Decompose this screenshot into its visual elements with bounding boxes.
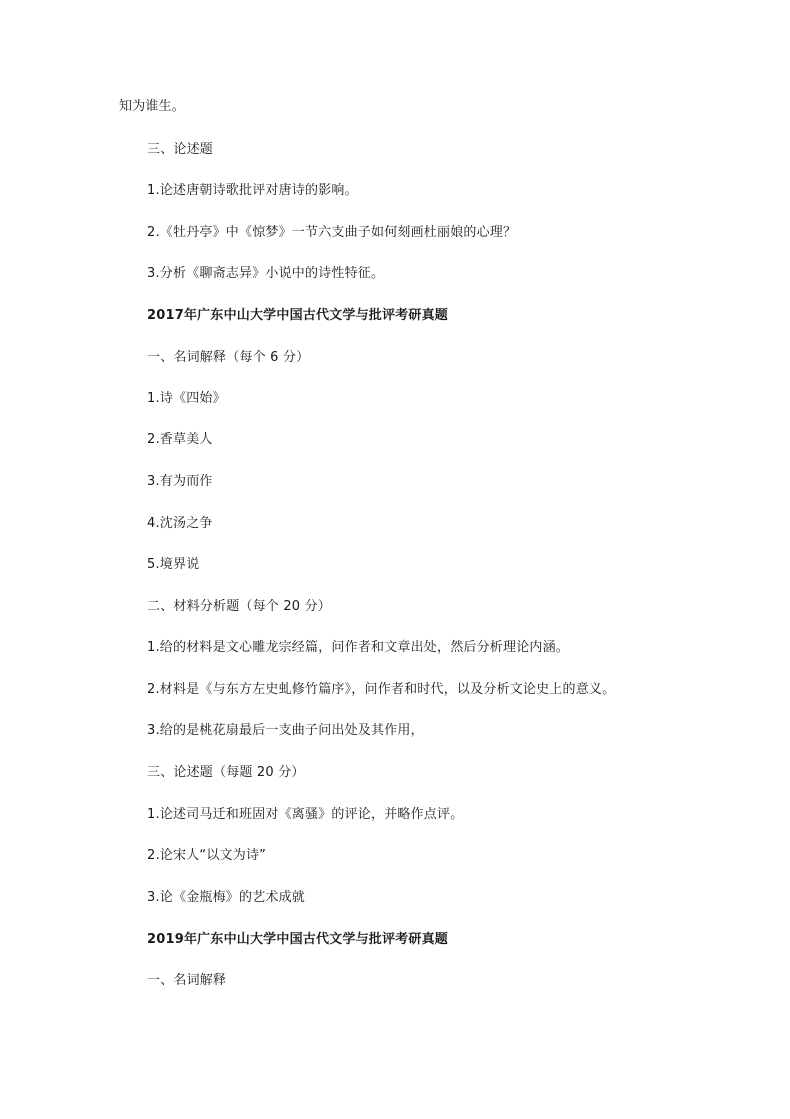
term-item: 1.诗《四始》 xyxy=(147,391,226,406)
terms-section-heading: 一、名词解释 xyxy=(147,973,227,988)
term-item: 5.境界说 xyxy=(147,557,200,572)
essay-item: 2.《牡丹亭》中《惊梦》一节六支曲子如何刻画杜丽娘的心理？ xyxy=(147,225,517,240)
analysis-item: 3.给的是桃花扇最后一支曲子问出处及其作用， xyxy=(147,723,424,738)
analysis-item: 1.给的材料是文心雕龙宗经篇，问作者和文章出处，然后分析理论内涵。 xyxy=(147,640,570,655)
analysis-item: 2.材料是《与东方左史虬修竹篇序》，问作者和时代，以及分析文论史上的意义。 xyxy=(147,682,616,697)
term-item: 4.沈汤之争 xyxy=(147,516,213,531)
essay-section-heading: 三、论述题 xyxy=(147,142,214,157)
terms-section-heading: 一、名词解释（每个 6 分） xyxy=(147,350,310,365)
exam-2017-title: 2017年广东中山大学中国古代文学与批评考研真题 xyxy=(147,308,448,323)
essay-section-heading: 三、论述题（每题 20 分） xyxy=(147,765,305,780)
essay-item: 1.论述唐朝诗歌批评对唐诗的影响。 xyxy=(147,183,358,198)
analysis-section-heading: 二、材料分析题（每个 20 分） xyxy=(147,599,332,614)
term-item: 3.有为而作 xyxy=(147,474,213,489)
term-item: 2.香草美人 xyxy=(147,432,213,447)
continuation-text: 知为谁生。 xyxy=(119,99,186,114)
essay-item: 1.论述司马迁和班固对《离骚》的评论，并略作点评。 xyxy=(147,807,464,822)
essay-item: 3.论《金瓶梅》的艺术成就 xyxy=(147,890,306,905)
essay-item: 2.论宋人“以文为诗” xyxy=(147,848,267,863)
essay-item: 3.分析《聊斋志异》小说中的诗性特征。 xyxy=(147,266,385,281)
exam-2019-title: 2019年广东中山大学中国古代文学与批评考研真题 xyxy=(147,932,448,947)
